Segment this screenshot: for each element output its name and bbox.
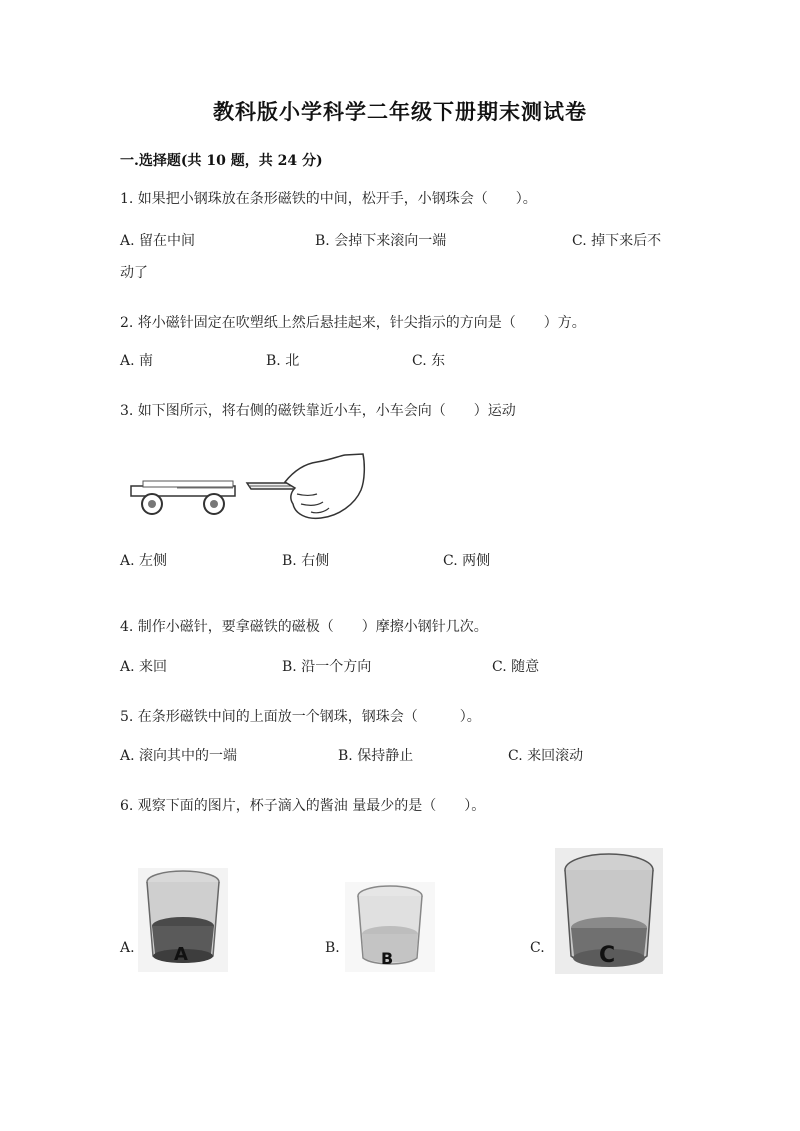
question-4-option-a[interactable]: A. 来回 [120, 659, 168, 675]
question-2-option-a[interactable]: A. 南 [120, 353, 154, 369]
cup-c-photo [555, 848, 663, 978]
question-6-option-a[interactable]: A. [120, 940, 135, 956]
question-5-text: 5. 在条形磁铁中间的上面放一个钢珠，钢珠会（ ）。 [120, 709, 481, 725]
question-3-text: 3. 如下图所示，将右侧的磁铁靠近小车，小车会向（ ）运动 [120, 403, 516, 419]
question-3-option-b[interactable]: B. 右侧 [282, 553, 330, 569]
question-2-option-b[interactable]: B. 北 [266, 353, 300, 369]
cup-a-photo [138, 868, 228, 976]
question-1-option-b[interactable]: B. 会掉下来滚向一端 [315, 233, 447, 249]
question-5-option-a[interactable]: A. 滚向其中的一端 [120, 748, 238, 764]
hand [285, 454, 364, 518]
question-2-text: 2. 将小磁针固定在吹塑纸上然后悬挂起来，针尖指示的方向是（ ）方。 [120, 315, 586, 331]
question-4-option-c[interactable]: C. 随意 [492, 659, 540, 675]
question-1-option-c-wrap: 动了 [120, 265, 148, 281]
question-3-option-c[interactable]: C. 两侧 [443, 553, 491, 569]
question-4-text: 4. 制作小磁针，要拿磁铁的磁极（ ）摩擦小钢针几次。 [120, 619, 488, 635]
question-6-option-b[interactable]: B. [325, 940, 340, 956]
question-3-option-a[interactable]: A. 左侧 [120, 553, 168, 569]
car-top-plank [143, 481, 233, 487]
cup-b-photo [345, 882, 435, 976]
question-6-option-c[interactable]: C. [530, 940, 545, 956]
cup-c-letter: C [599, 943, 616, 968]
cup-b-letter: B [381, 949, 394, 968]
question-1-option-a[interactable]: A. 留在中间 [120, 233, 196, 249]
car-front-hub [210, 500, 218, 508]
question-1-text: 1. 如果把小钢珠放在条形磁铁的中间，松开手，小钢珠会（ ）。 [120, 191, 537, 207]
car-and-magnet-illustration [125, 452, 375, 524]
question-5-option-b[interactable]: B. 保持静止 [338, 748, 414, 764]
magnet-car-figure [125, 452, 375, 528]
question-5-option-c[interactable]: C. 来回滚动 [508, 748, 584, 764]
section-heading: 一.选择题(共 10 题，共 24 分) [120, 153, 323, 169]
car-rear-hub [148, 500, 156, 508]
question-2-option-c[interactable]: C. 东 [412, 353, 446, 369]
question-1-option-c[interactable]: C. 掉下来后不 [572, 233, 662, 249]
question-4-option-b[interactable]: B. 沿一个方向 [282, 659, 372, 675]
cup-a-letter: A [174, 944, 188, 965]
question-6-text: 6. 观察下面的图片，杯子滴入的酱油 量最少的是（ ）。 [120, 798, 486, 814]
page-title: 教科版小学科学二年级下册期末测试卷 [213, 99, 587, 124]
